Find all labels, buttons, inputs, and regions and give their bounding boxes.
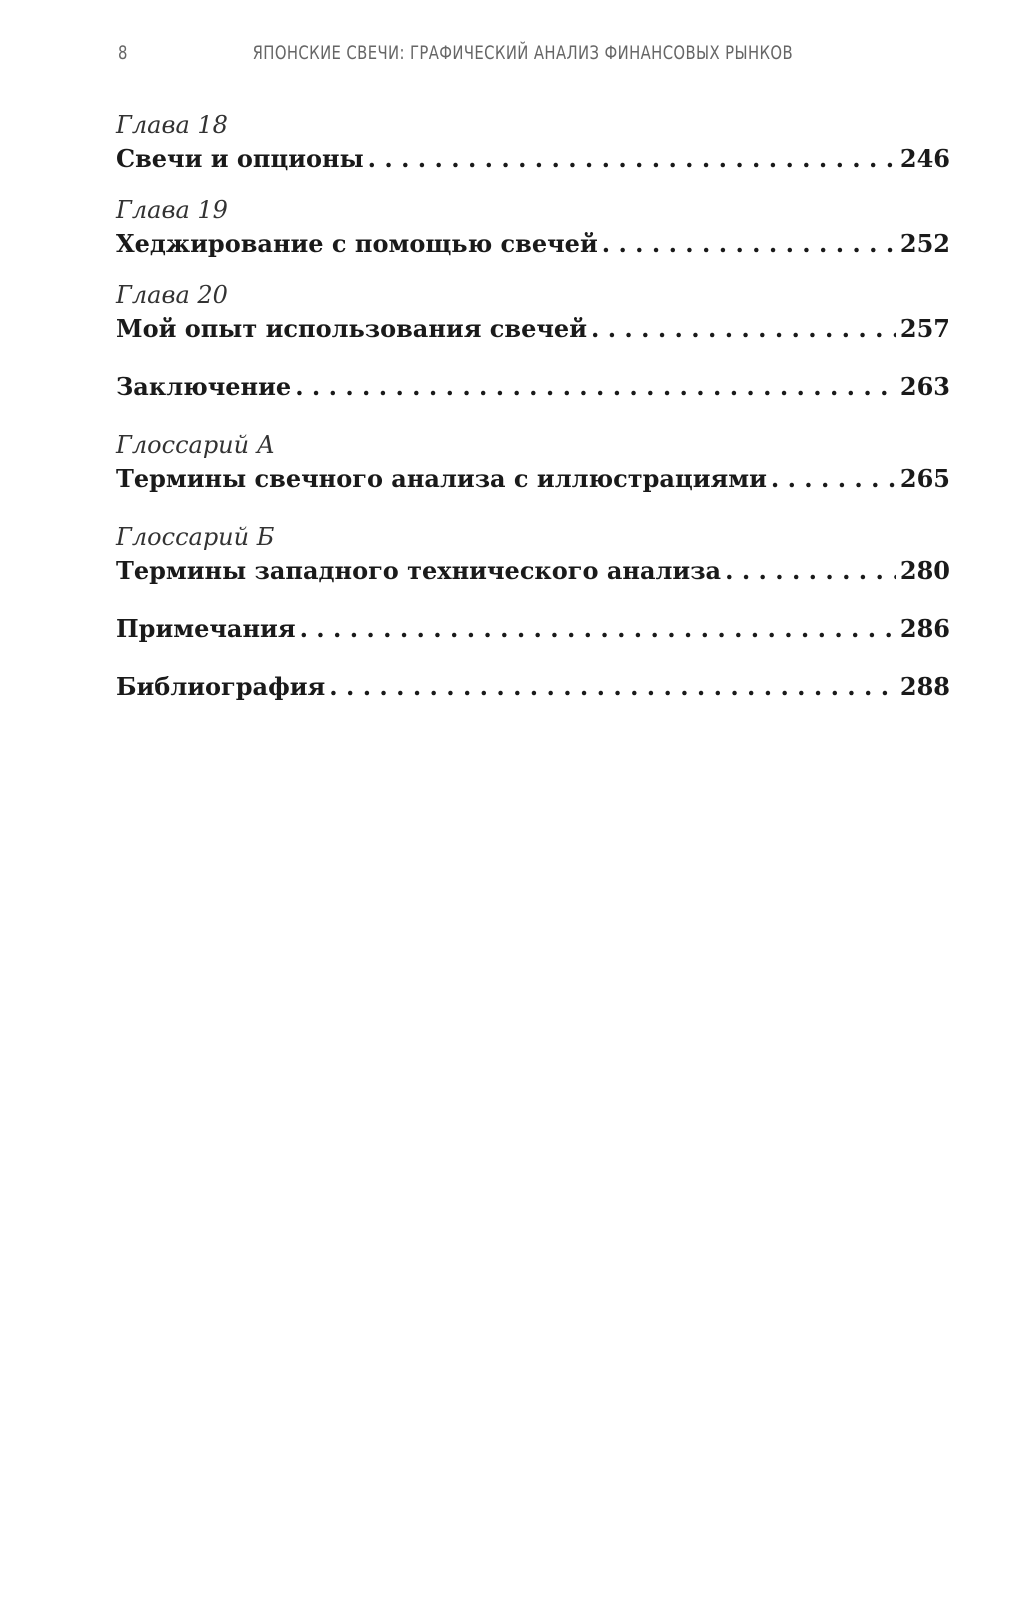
dot-leader xyxy=(329,670,896,704)
toc-entry-glossary-b xyxy=(116,520,950,588)
toc-entry-title: Заключение xyxy=(116,372,292,401)
toc-entry-page: 246 xyxy=(899,144,950,173)
toc-entry-title: Термины западного технического анализа xyxy=(116,556,722,585)
toc-entry-bibliography xyxy=(116,670,950,704)
toc-entry-kicker: Глоссарий Б xyxy=(116,523,275,551)
toc-entry-chapter-18 xyxy=(116,108,950,176)
toc-entry-title: Термины свечного анализа с иллюстрациями xyxy=(116,464,767,493)
toc-entry-title: Хеджирование с помощью свечей xyxy=(116,229,598,258)
toc-entry-line[interactable] xyxy=(116,142,950,176)
toc-entry-line[interactable] xyxy=(116,612,950,646)
toc-entry-glossary-a xyxy=(116,428,950,496)
table-of-contents xyxy=(116,108,950,704)
toc-entry-title: Примечания xyxy=(116,614,296,643)
toc-entry-kicker: Глава 18 xyxy=(116,111,228,139)
toc-entry-line[interactable] xyxy=(116,312,950,346)
toc-entry-line[interactable] xyxy=(116,370,950,404)
toc-entry-line[interactable] xyxy=(116,462,950,496)
dot-leader xyxy=(602,227,896,261)
dot-leader xyxy=(771,462,896,496)
toc-entry-conclusion xyxy=(116,370,950,404)
toc-entry-title: Свечи и опционы xyxy=(116,144,364,173)
toc-entry-page: 263 xyxy=(899,372,950,401)
toc-entry-notes xyxy=(116,612,950,646)
toc-entry-chapter-19 xyxy=(116,193,950,261)
dot-leader xyxy=(591,312,896,346)
toc-entry-chapter-20 xyxy=(116,278,950,346)
toc-entry-kicker: Глава 19 xyxy=(116,196,228,224)
toc-entry-page: 286 xyxy=(899,614,950,643)
toc-entry-line[interactable] xyxy=(116,554,950,588)
dot-leader xyxy=(300,612,896,646)
running-title: ЯПОНСКИЕ СВЕЧИ: ГРАФИЧЕСКИЙ АНАЛИЗ ФИНАНСОВЫХ РЫНКОВ xyxy=(252,42,794,64)
toc-entry-line[interactable] xyxy=(116,670,950,704)
toc-entry-title: Библиография xyxy=(116,672,326,701)
toc-entry-page: 252 xyxy=(899,229,950,258)
toc-entry-page: 257 xyxy=(899,314,950,343)
dot-leader xyxy=(295,370,896,404)
dot-leader xyxy=(368,142,896,176)
dot-leader xyxy=(725,554,896,588)
toc-entry-kicker: Глоссарий А xyxy=(116,431,275,459)
toc-entry-title: Мой опыт использования свечей xyxy=(116,314,587,343)
running-header xyxy=(118,42,794,72)
toc-entry-page: 280 xyxy=(899,556,950,585)
toc-entry-page: 288 xyxy=(899,672,950,701)
page-number: 8 xyxy=(118,42,128,64)
toc-entry-line[interactable] xyxy=(116,227,950,261)
toc-entry-page: 265 xyxy=(899,464,950,493)
toc-entry-kicker: Глава 20 xyxy=(116,281,228,309)
